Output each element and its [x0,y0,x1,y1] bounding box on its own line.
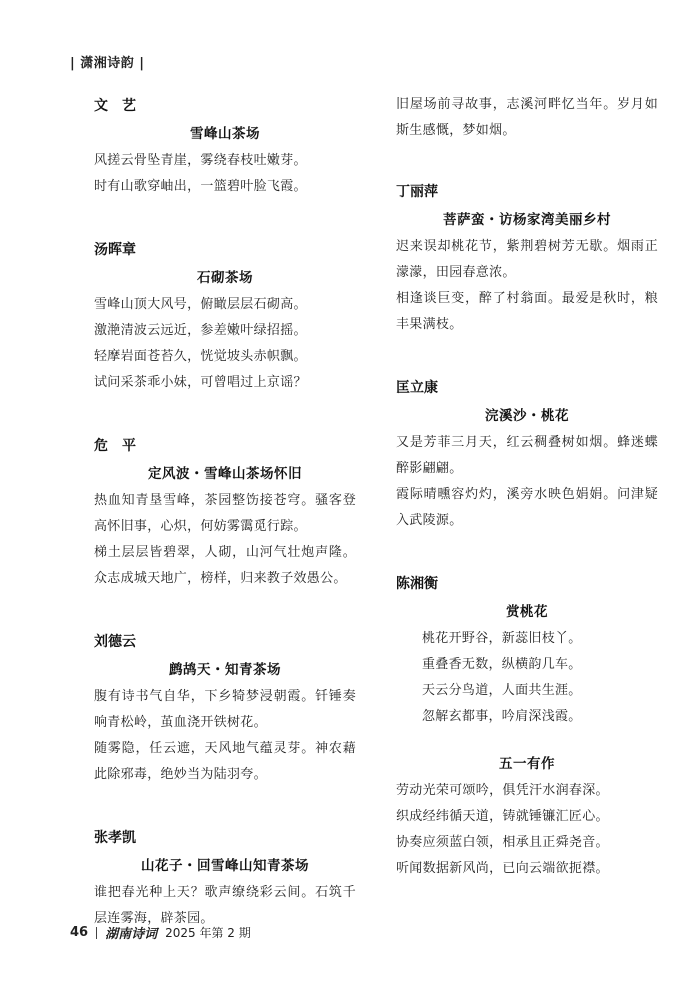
poem-block [94,432,356,592]
poem-line: 时有山歌穿岫出，一篮碧叶脸飞霞。 [94,179,307,194]
poem-line: 协奏应须蓝白领，相承且正舜尧音。 [396,835,609,850]
poem-line: 轻摩岩面苍苔久，恍觉坡头赤帜飘。 [94,349,307,364]
poem-author: 陈湘衡 [396,576,438,592]
poem-block [94,824,356,932]
poem-title: 雪峰山茶场 [190,126,260,142]
poem-stanza: 谁把春光种上天？歌声缭绕彩云间。石筑千层连雾海，辟茶园。 [94,885,356,926]
poem-line: 激滟清波云远近，参差嫩叶绿招摇。 [94,323,307,338]
poem-line: 雪峰山顶大风号，俯瞰层层石砌高。 [94,297,307,312]
poem-author: 汤晖章 [94,242,136,258]
poem-title: 赏桃花 [506,604,548,620]
left-column [94,92,356,932]
poem-author: 危 平 [94,438,136,454]
poem-author: 文 艺 [94,98,136,114]
poem-line: 桃花开野谷，新蕊旧枝丫。 [422,631,582,646]
poem-block [94,628,356,788]
poem-title: 石砌茶场 [197,270,253,286]
poem-block [94,92,356,200]
poem-title: 五一有作 [499,756,555,772]
poem-line: 织成经纬循天道，铸就锤镰汇匠心。 [396,809,609,824]
page-number: 46 [70,925,89,940]
poem-stanza: 腹有诗书气自华，下乡犄梦浸朝霞。钎锤奏响青松岭，茧血浇开铁树花。 [94,689,356,730]
poem-line: 天云分鸟道，人面共生涯。 [422,683,582,698]
issue-label: 2025 年第 2 期 [165,926,251,940]
poem-block [396,570,658,730]
poem-stanza: 又是芳菲三月天，红云稠叠树如烟。蜂迷蝶醉影翩翩。 [396,435,658,476]
poem-block [396,178,658,338]
poem-stanza: 梯土层层皆碧翠，人砌，山河气壮炮声隆。众志成城天地广，榜样，归来教子效愚公。 [94,545,356,586]
page-footer [70,923,251,942]
divider [96,927,97,939]
poem-block [94,236,356,396]
poem-block [396,374,658,534]
poem-stanza: 霞际晴曛容灼灼，溪旁水映色娟娟。问津疑入武陵源。 [396,487,658,528]
poem-author: 刘德云 [94,634,136,650]
poem-author: 匡立康 [396,380,438,396]
poem-line: 试问采茶乖小妹，可曾唱过上京谣？ [94,375,307,390]
poem-title: 鹧鸪天・知青茶场 [169,662,281,678]
poem-author: 丁丽萍 [396,184,438,200]
poem-title: 浣溪沙・桃花 [485,408,569,424]
poem-author: 张孝凯 [94,830,136,846]
poem-line: 听闻数据新风尚，已向云端欲扼襟。 [396,861,609,876]
poem-line: 重叠香无数，纵横韵几车。 [422,657,582,672]
poem-title: 山花子・回雪峰山知青茶场 [141,858,309,874]
poem-stanza: 热血知青垦雪峰，茶园整饬接苍穹。骚客登高怀旧事，心炽，何妨雾霭觅行踪。 [94,493,356,534]
right-column [396,92,658,882]
poem-title: 菩萨蛮・访杨家湾美丽乡村 [443,212,611,228]
poem-line: 风搓云骨坠青崖，雾绕春枝吐嫩芽。 [94,153,307,168]
poem-stanza: 相逢谈巨变，醉了村翁面。最爱是秋时，粮丰果满枝。 [396,291,658,332]
section-header: | 潇湘诗韵 | [70,56,145,71]
poem-stanza-continuation: 旧屋场前寻故事，志溪河畔忆当年。岁月如斯生感慨，梦如烟。 [396,97,658,138]
magazine-logo: 湖南诗词 [105,927,158,942]
poem-title: 定风波・雪峰山茶场怀旧 [148,466,302,482]
poem-line: 劳动光荣可颂吟，俱凭汗水润春深。 [396,783,609,798]
poem-block [396,750,658,882]
poem-stanza: 迟来误却桃花节，紫荆碧树芳无歇。烟雨正濛濛，田园春意浓。 [396,239,658,280]
poem-line: 忽解玄都事，吟肩深浅霞。 [422,709,582,724]
poem-stanza: 随雾隐，任云遮，天风地气蕴灵芽。神农藉此除邪毒，绝妙当为陆羽夸。 [94,741,356,782]
